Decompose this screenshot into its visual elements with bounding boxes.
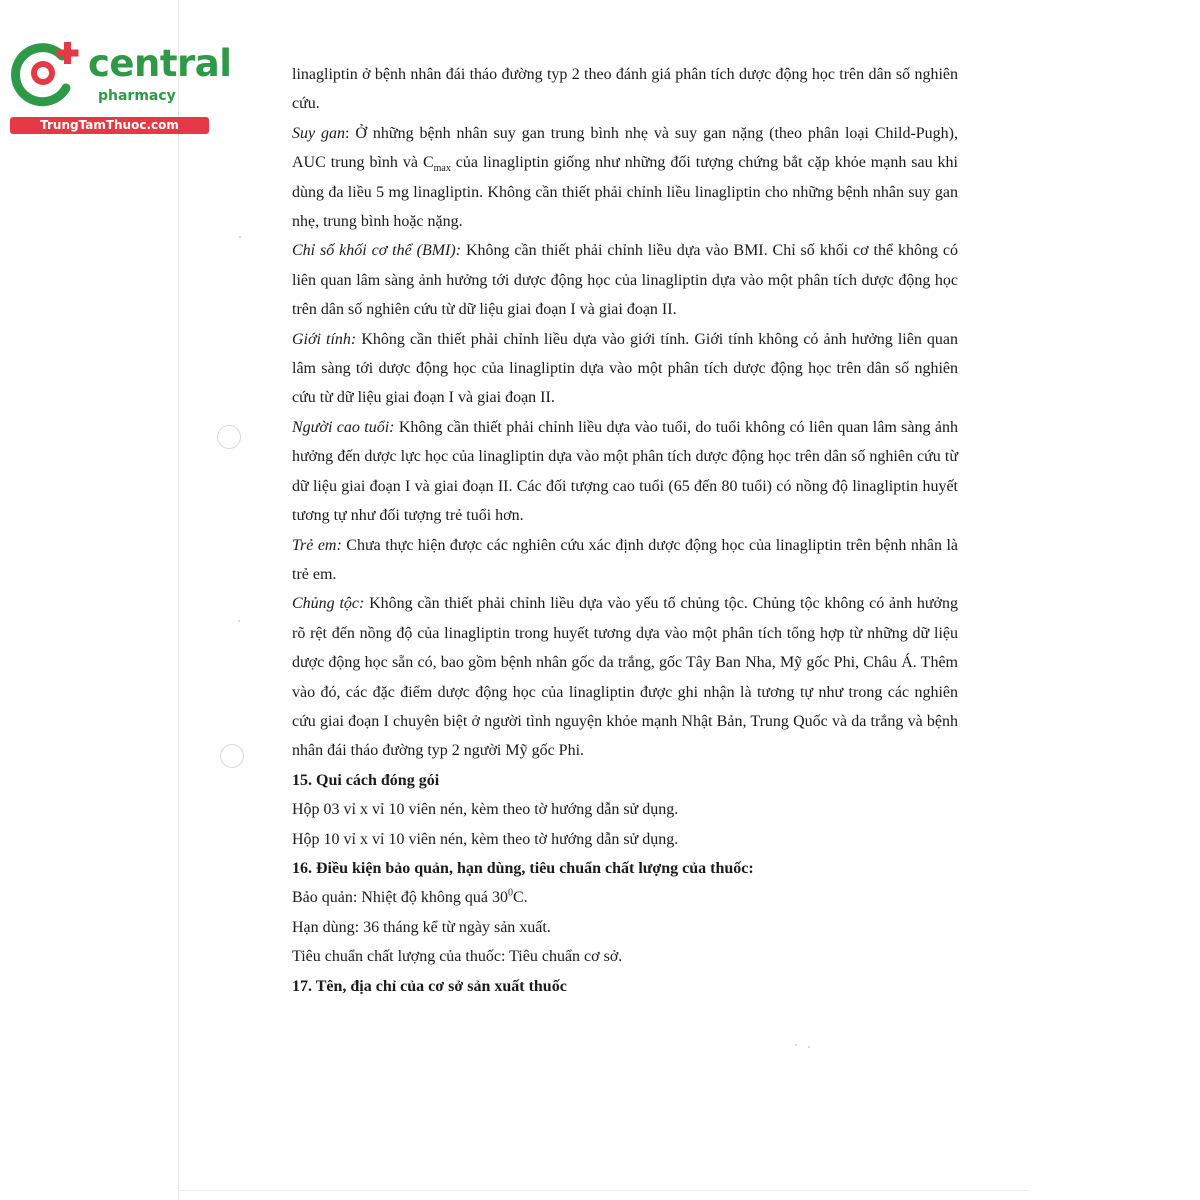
suy-gan-text-a: : Ở những bệnh nhân suy gan trung bình nhẹ và suy gan nặng (theo phân loại Child-Pugh), AUC trung bình và C: [292, 124, 959, 172]
suy-gan-text-b: của linagliptin giống như những đối tượng chứng bắt cặp khỏe mạnh sau khi dùng đa liều 5 mg linagliptin. Không cần thiết phải chỉnh liều linagliptin cho những bệnh nhân suy gan nhẹ, trung bình hoặc nặng.: [292, 154, 959, 231]
label-tre-em: Trẻ em:: [292, 536, 342, 554]
document-body: [292, 60, 958, 1001]
standard-line: Tiêu chuẩn chất lượng của thuốc: Tiêu chuẩn cơ sở.: [292, 948, 623, 966]
scan-speck: [238, 620, 240, 622]
label-gioi-tinh: Giới tính:: [292, 330, 357, 348]
section-15-heading: 15. Qui cách đóng gói: [292, 771, 440, 789]
tre-em-text: Chưa thực hiện được các nghiên cứu xác định dược động học của linagliptin trên bệnh nhân là trẻ em.: [292, 536, 959, 583]
label-chung-toc: Chủng tộc:: [292, 595, 365, 613]
chung-toc-text: Không cần thiết phải chỉnh liều dựa vào yếu tố chủng tộc. Chủng tộc không có ảnh hưởng rõ rệt đến nồng độ của linagliptin trong huyết tương dựa vào một phân tích tổng hợp từ những dữ liệu dược động học sẵn có, bao gồm bệnh nhân gốc da trắng, gốc Tây Ban Nha, Mỹ gốc Phi, Châu Á. Thêm vào đó, các đặc điểm dược động học của linagliptin được ghi nhận là tương tự như trong các nghiên cứu giai đoạn I chuyên biệt ở người tình nguyện khỏe mạnh Nhật Bản, Trung Quốc và da trắng và bệnh nhân đái tháo đường typ 2 người Mỹ gốc Phi.: [292, 595, 958, 760]
paragraph-nguoi-cao-tuoi: [292, 413, 958, 531]
packaging-line-1: Hộp 03 vỉ x vỉ 10 viên nén, kèm theo tờ hướng dẫn sử dụng.: [292, 801, 679, 819]
paragraph-tre-em: [292, 531, 958, 590]
page-bottom-edge: [178, 1190, 1028, 1191]
storage-line: [292, 883, 958, 912]
gioi-tinh-text: Không cần thiết phải chỉnh liều dựa vào giới tính. Giới tính không có ảnh hưởng liên quan lâm sàng tới dược động học của linagliptin dựa vào một phân tích dược động học trên dân số nghiên cứu từ dữ liệu giai đoạn I và giai đoạn II.: [292, 330, 959, 407]
central-pharmacy-logo: [10, 38, 232, 136]
paragraph-gioi-tinh: [292, 325, 958, 413]
storage-text-b: C.: [512, 889, 528, 907]
paragraph-chung-toc: [292, 589, 958, 765]
scan-speck: [795, 1044, 797, 1046]
paragraph-suy-gan: [292, 119, 958, 237]
punch-hole-bottom: [220, 744, 244, 768]
scan-speck: [239, 236, 241, 238]
logo-wordmark: central: [88, 42, 232, 85]
section-16-heading: 16. Điều kiện bảo quản, hạn dùng, tiêu chuẩn chất lượng của thuốc:: [292, 859, 754, 877]
label-bmi: Chỉ số khối cơ thể (BMI):: [292, 242, 462, 260]
punch-hole-top: [217, 425, 241, 449]
pharmacy-cross-logo-icon: [10, 38, 84, 108]
label-nguoi-cao-tuoi: Người cao tuổi:: [292, 418, 395, 436]
section-17-heading: 17. Tên, địa chỉ của cơ sở sản xuất thuốc: [292, 977, 567, 995]
logo-subtitle: pharmacy: [98, 88, 176, 104]
cmax-subscript: max: [433, 163, 451, 175]
nguoi-cao-tuoi-text: Không cần thiết phải chỉnh liều dựa vào tuổi, do tuổi không có liên quan lâm sàng ảnh hưởng đến dược lực học của linagliptin dựa vào một phân tích dược động học trên dân số nghiên cứu từ dữ liệu giai đoạn I và giai đoạn II. Các đối tượng cao tuổi (65 đến 80 tuổi) có nồng độ linagliptin huyết tương tự như đối tượng trẻ tuổi hơn.: [292, 418, 958, 525]
expiry-line: Hạn dùng: 36 tháng kể từ ngày sản xuất.: [292, 918, 551, 936]
page-left-edge: [178, 0, 179, 1200]
storage-text-a: Bảo quản: Nhiệt độ không quá 30: [292, 889, 508, 907]
bmi-text: Không cần thiết phải chỉnh liều dựa vào BMI. Chỉ số khối cơ thể không có liên quan lâm sàng ảnh hưởng tới dược động học của linagliptin dựa vào một phân tích dược động học trên dân số nghiên cứu từ dữ liệu giai đoạn I và giai đoạn II.: [292, 242, 958, 319]
paragraph-bmi: [292, 236, 958, 324]
degree-superscript: 0: [507, 888, 513, 900]
logo-website-bar: TrungTamThuoc.com: [10, 117, 209, 134]
label-suy-gan: Suy gan: [292, 124, 346, 142]
packaging-line-2: Hộp 10 vỉ x vỉ 10 viên nén, kèm theo tờ hướng dẫn sử dụng.: [292, 830, 679, 848]
scan-speck: [808, 1046, 810, 1048]
intro-continuation: linagliptin ở bệnh nhân đái tháo đường typ 2 theo đánh giá phân tích dược động học trên dân số nghiên cứu.: [292, 66, 958, 113]
